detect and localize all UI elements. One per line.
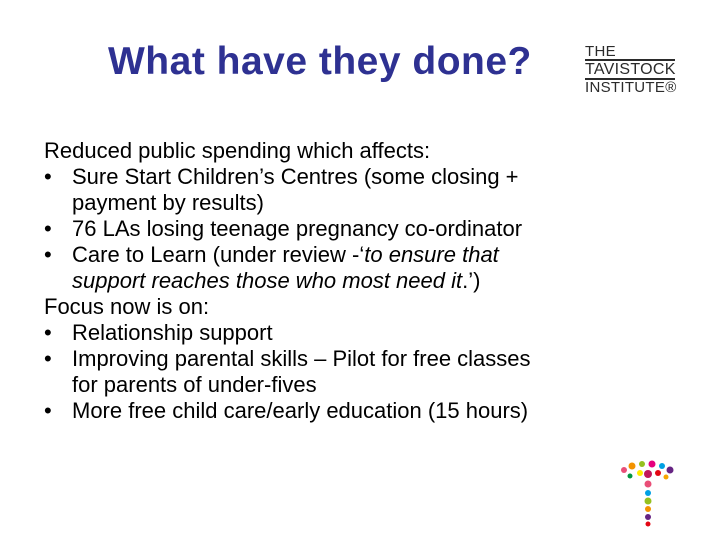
focus-text: Focus now is on: xyxy=(44,294,210,319)
tavistock-dot-emblem-icon xyxy=(618,460,678,530)
bullet-line: • Improving parental skills – Pilot for free classes xyxy=(72,346,531,371)
bullet-text: Care to Learn (under review -‘ xyxy=(72,242,365,267)
bullet-parental-skills xyxy=(44,346,714,398)
bullet-relationship-support xyxy=(44,320,714,346)
bullet-line: • Relationship support xyxy=(72,320,273,345)
quote-italic: to ensure that xyxy=(364,242,499,267)
bullet-line: payment by results) xyxy=(72,190,264,215)
bullet-line: • More free child care/early education (15 hours) xyxy=(72,398,529,423)
slide-title: What have they done? xyxy=(108,40,532,83)
logo-line-3: INSTITUTE® xyxy=(585,79,677,96)
bullet-teenage-pregnancy xyxy=(44,216,714,242)
bullet-line xyxy=(72,242,714,268)
logo-line-1: THE xyxy=(585,43,616,60)
bullet-free-child-care xyxy=(44,398,714,424)
slide-body xyxy=(44,138,714,424)
tavistock-logo xyxy=(585,44,675,94)
bullet-line: • 76 LAs losing teenage pregnancy co-ordinator xyxy=(72,216,523,241)
bullet-care-to-learn xyxy=(44,242,714,294)
bullet-line xyxy=(72,268,714,294)
quote-italic: support reaches those who most need it xyxy=(72,268,463,293)
bullet-text: .’) xyxy=(462,268,481,293)
bullet-sure-start xyxy=(44,164,714,216)
logo-line-2: TAVISTOCK xyxy=(585,61,676,78)
bullet-line: for parents of under-fives xyxy=(72,372,317,397)
intro-text: Reduced public spending which affects: xyxy=(44,138,431,163)
bullet-line: • Sure Start Children’s Centres (some closing + xyxy=(72,164,519,189)
